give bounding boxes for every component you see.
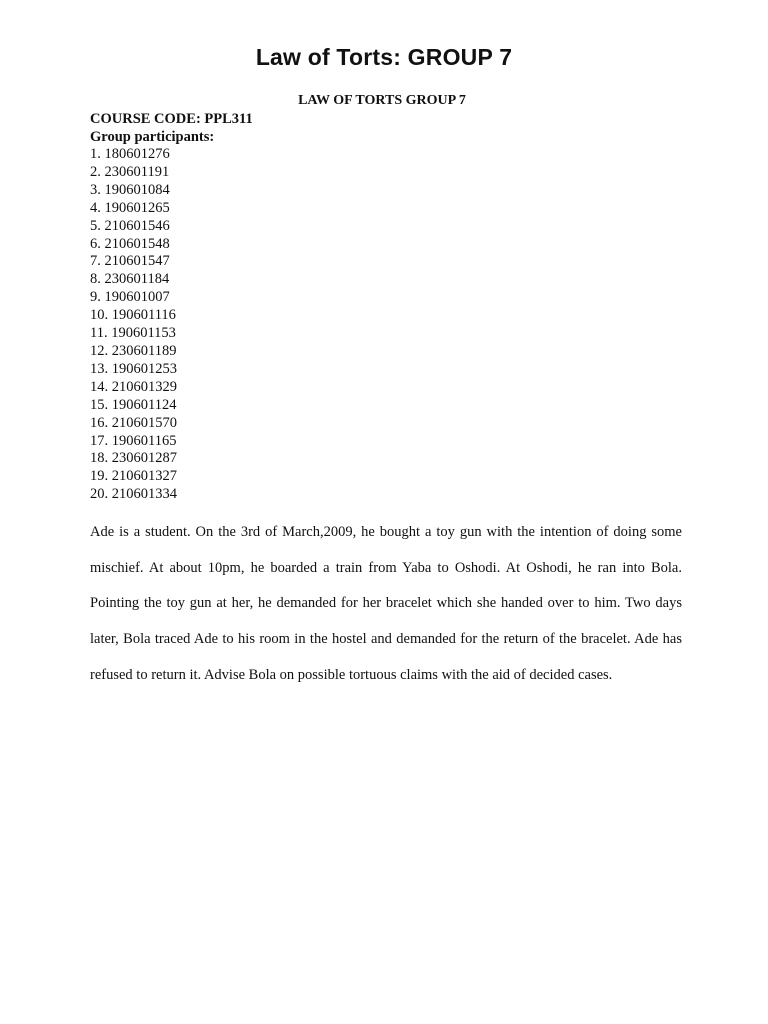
participant-item: 4. 190601265 bbox=[90, 199, 170, 216]
course-code: COURSE CODE: PPL311 bbox=[90, 111, 253, 127]
participant-item: 2. 230601191 bbox=[90, 163, 170, 180]
participant-item: 18. 230601287 bbox=[90, 450, 177, 467]
participant-item: 17. 190601165 bbox=[90, 432, 177, 449]
participant-item: 3. 190601084 bbox=[90, 181, 170, 198]
document-body bbox=[90, 92, 690, 693]
participant-item: 16. 210601570 bbox=[90, 414, 177, 431]
participant-item: 1. 180601276 bbox=[90, 146, 170, 162]
page-title: Law of Torts: GROUP 7 bbox=[255, 44, 513, 70]
participant-item: 8. 230601184 bbox=[90, 271, 170, 288]
participant-item: 15. 190601124 bbox=[90, 396, 177, 413]
participant-item: 14. 210601329 bbox=[90, 378, 177, 395]
participant-item: 6. 210601548 bbox=[90, 235, 170, 252]
participant-item: 7. 210601547 bbox=[90, 253, 170, 270]
question-paragraph: Ade is a student. On the 3rd of March,2009, he bought a toy gun with the intention of doing some mischief. At about 10pm, he boarded a train from Yaba to Oshodi. At Oshodi, he ran into Bola. Pointing the toy gun at her, he demanded for her bracelet which she handed over to him. Two days later, Bola traced Ade to his room in the hostel and demanded for the return of the bracelet. Ade has refused to return it. Advise Bola on possible tortuous claims with the aid of decided cases. bbox=[90, 524, 682, 683]
document-heading: LAW OF TORTS GROUP 7 bbox=[298, 93, 466, 108]
participant-item: 19. 210601327 bbox=[90, 468, 177, 485]
participant-item: 20. 210601334 bbox=[90, 486, 177, 503]
participants-label: Group participants: bbox=[90, 129, 215, 145]
participant-item: 11. 190601153 bbox=[90, 325, 176, 342]
participants-list bbox=[90, 146, 690, 504]
participant-item: 12. 230601189 bbox=[90, 342, 177, 359]
participant-item: 9. 190601007 bbox=[90, 289, 170, 306]
participant-item: 5. 210601546 bbox=[90, 217, 170, 234]
participant-item: 10. 190601116 bbox=[90, 307, 176, 324]
participant-item: 13. 190601253 bbox=[90, 360, 177, 377]
